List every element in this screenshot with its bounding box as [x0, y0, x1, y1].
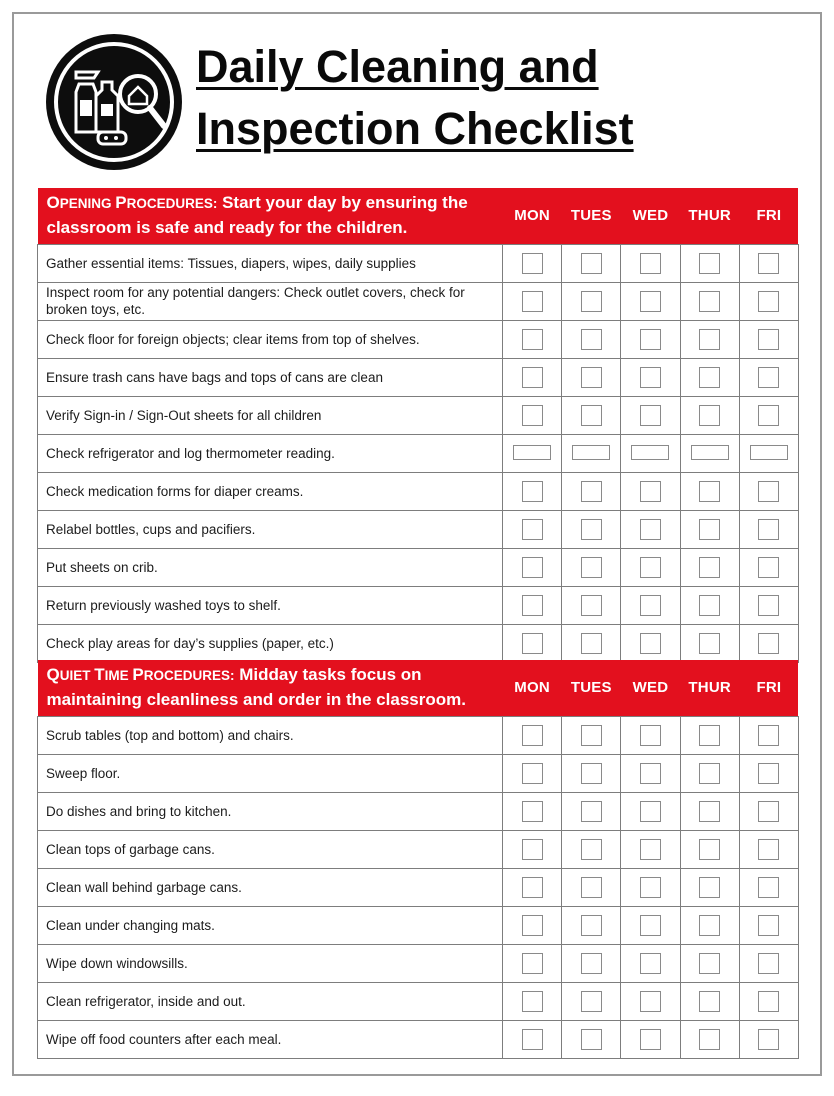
task-checkbox-wed[interactable]: [640, 877, 661, 898]
check-cell-mon: [503, 906, 562, 944]
task-row: [38, 472, 799, 510]
opening-procedures-heading-part: tart your day by ensuring the classroom is safe and ready for the children.: [46, 193, 468, 238]
check-cell-mon: [503, 624, 562, 662]
check-cell-tues: [562, 434, 621, 472]
check-cell-fri: [739, 792, 798, 830]
task-label: Check refrigerator and log thermometer reading.: [38, 434, 503, 472]
check-cell-thur: [680, 982, 739, 1020]
check-cell-mon: [503, 944, 562, 982]
task-checkbox-wed[interactable]: [640, 405, 661, 426]
task-checkbox-tues[interactable]: [581, 725, 602, 746]
quiet-time-procedures-table: [37, 660, 799, 1059]
check-cell-thur: [680, 358, 739, 396]
task-checkbox-fri[interactable]: [758, 839, 779, 860]
check-cell-thur: [680, 830, 739, 868]
opening-procedures-day-header-fri: FRI: [739, 188, 798, 244]
check-cell-wed: [621, 358, 680, 396]
check-cell-tues: [562, 754, 621, 792]
task-checkbox-thur[interactable]: [699, 953, 720, 974]
check-cell-thur: [680, 320, 739, 358]
task-label: Do dishes and bring to kitchen.: [38, 792, 503, 830]
task-checkbox-thur[interactable]: [699, 915, 720, 936]
task-label: Return previously washed toys to shelf.: [38, 586, 503, 624]
check-cell-fri: [739, 624, 798, 662]
task-label: Verify Sign-in / Sign-Out sheets for all children: [38, 396, 503, 434]
task-checkbox-thur[interactable]: [699, 991, 720, 1012]
check-cell-wed: [621, 1020, 680, 1058]
task-checkbox-mon[interactable]: [522, 725, 543, 746]
task-checkbox-thur[interactable]: [699, 481, 720, 502]
check-cell-fri: [739, 548, 798, 586]
task-checkbox-mon[interactable]: [522, 595, 543, 616]
task-checkbox-mon[interactable]: [522, 329, 543, 350]
opening-procedures-day-header-mon: MON: [503, 188, 562, 244]
task-checkbox-fri[interactable]: [758, 481, 779, 502]
thermometer-reading-box[interactable]: [750, 445, 788, 460]
task-checkbox-wed[interactable]: [640, 329, 661, 350]
opening-procedures-heading-part: P: [115, 193, 127, 213]
opening-procedures-table: [37, 188, 799, 663]
thermometer-reading-box[interactable]: [572, 445, 610, 460]
task-row: [38, 868, 799, 906]
task-checkbox-thur[interactable]: [699, 519, 720, 540]
task-checkbox-thur[interactable]: [699, 633, 720, 654]
task-checkbox-tues[interactable]: [581, 839, 602, 860]
task-checkbox-wed[interactable]: [640, 481, 661, 502]
check-cell-fri: [739, 982, 798, 1020]
task-checkbox-fri[interactable]: [758, 1029, 779, 1050]
task-checkbox-thur[interactable]: [699, 367, 720, 388]
check-cell-wed: [621, 472, 680, 510]
check-cell-tues: [562, 868, 621, 906]
check-cell-wed: [621, 282, 680, 320]
check-cell-tues: [562, 830, 621, 868]
task-checkbox-wed[interactable]: [640, 633, 661, 654]
check-cell-tues: [562, 244, 621, 282]
thermometer-reading-box[interactable]: [631, 445, 669, 460]
task-checkbox-tues[interactable]: [581, 291, 602, 312]
task-checkbox-tues[interactable]: [581, 329, 602, 350]
quiet-time-procedures-section-heading: [38, 660, 503, 716]
task-checkbox-thur[interactable]: [699, 801, 720, 822]
check-cell-mon: [503, 754, 562, 792]
task-checkbox-fri[interactable]: [758, 877, 779, 898]
quiet-time-procedures-heading-part: T: [94, 665, 105, 685]
check-cell-wed: [621, 434, 680, 472]
task-checkbox-thur[interactable]: [699, 595, 720, 616]
task-row: [38, 244, 799, 282]
task-checkbox-mon[interactable]: [522, 291, 543, 312]
task-checkbox-wed[interactable]: [640, 367, 661, 388]
task-checkbox-fri[interactable]: [758, 367, 779, 388]
task-checkbox-thur[interactable]: [699, 877, 720, 898]
task-checkbox-tues[interactable]: [581, 595, 602, 616]
task-checkbox-mon[interactable]: [522, 1029, 543, 1050]
task-checkbox-tues[interactable]: [581, 915, 602, 936]
check-cell-tues: [562, 1020, 621, 1058]
check-cell-tues: [562, 716, 621, 754]
check-cell-fri: [739, 434, 798, 472]
task-checkbox-thur[interactable]: [699, 839, 720, 860]
task-row: [38, 586, 799, 624]
check-cell-mon: [503, 358, 562, 396]
check-cell-tues: [562, 320, 621, 358]
quiet-time-procedures-heading-part: IME: [104, 668, 133, 684]
task-row: [38, 396, 799, 434]
check-cell-mon: [503, 792, 562, 830]
task-row: [38, 1020, 799, 1058]
task-row: [38, 548, 799, 586]
check-cell-mon: [503, 830, 562, 868]
check-cell-tues: [562, 624, 621, 662]
task-checkbox-mon[interactable]: [522, 953, 543, 974]
check-cell-fri: [739, 510, 798, 548]
opening-procedures-heading-part: O: [46, 193, 60, 213]
task-checkbox-mon[interactable]: [522, 763, 543, 784]
check-cell-fri: [739, 754, 798, 792]
check-cell-mon: [503, 548, 562, 586]
task-checkbox-fri[interactable]: [758, 801, 779, 822]
task-label: Clean tops of garbage cans.: [38, 830, 503, 868]
task-row: [38, 320, 799, 358]
opening-procedures-heading-part: ROCEDURES:: [126, 196, 218, 212]
task-label: Clean wall behind garbage cans.: [38, 868, 503, 906]
task-checkbox-fri[interactable]: [758, 725, 779, 746]
opening-procedures-section-heading: [38, 188, 503, 244]
task-row: [38, 906, 799, 944]
task-checkbox-wed[interactable]: [640, 291, 661, 312]
cleaning-supplies-icon: [46, 34, 182, 170]
check-cell-wed: [621, 906, 680, 944]
check-cell-tues: [562, 472, 621, 510]
task-row: [38, 830, 799, 868]
check-cell-wed: [621, 792, 680, 830]
task-checkbox-thur[interactable]: [699, 253, 720, 274]
task-checkbox-fri[interactable]: [758, 915, 779, 936]
check-cell-thur: [680, 282, 739, 320]
task-checkbox-thur[interactable]: [699, 405, 720, 426]
task-checkbox-wed[interactable]: [640, 953, 661, 974]
quiet-time-procedures-day-header-wed: WED: [621, 660, 680, 716]
title-line-2: Inspection Checklist: [196, 103, 634, 154]
task-checkbox-fri[interactable]: [758, 519, 779, 540]
task-label: Wipe off food counters after each meal.: [38, 1020, 503, 1058]
check-cell-thur: [680, 716, 739, 754]
quiet-time-procedures-heading-part: ROCEDURES:: [143, 668, 235, 684]
task-checkbox-fri[interactable]: [758, 253, 779, 274]
check-cell-thur: [680, 1020, 739, 1058]
task-checkbox-mon[interactable]: [522, 519, 543, 540]
task-label: Clean refrigerator, inside and out.: [38, 982, 503, 1020]
check-cell-fri: [739, 586, 798, 624]
task-row: [38, 358, 799, 396]
task-checkbox-wed[interactable]: [640, 801, 661, 822]
task-checkbox-wed[interactable]: [640, 557, 661, 578]
check-cell-thur: [680, 868, 739, 906]
task-row: [38, 716, 799, 754]
check-cell-fri: [739, 1020, 798, 1058]
check-cell-mon: [503, 282, 562, 320]
task-checkbox-mon[interactable]: [522, 405, 543, 426]
check-cell-fri: [739, 472, 798, 510]
opening-procedures-day-header-thur: THUR: [680, 188, 739, 244]
quiet-time-procedures-heading-part: Q: [46, 665, 60, 685]
check-cell-thur: [680, 754, 739, 792]
task-checkbox-tues[interactable]: [581, 953, 602, 974]
task-checkbox-tues[interactable]: [581, 557, 602, 578]
check-cell-wed: [621, 982, 680, 1020]
task-checkbox-fri[interactable]: [758, 953, 779, 974]
title-line-1: Daily Cleaning and: [196, 41, 599, 92]
task-checkbox-wed[interactable]: [640, 253, 661, 274]
task-checkbox-thur[interactable]: [699, 329, 720, 350]
check-cell-fri: [739, 358, 798, 396]
task-label: Inspect room for any potential dangers: Check outlet covers, check for broken toys, etc.: [38, 282, 503, 320]
check-cell-thur: [680, 944, 739, 982]
task-checkbox-fri[interactable]: [758, 329, 779, 350]
task-checkbox-fri[interactable]: [758, 595, 779, 616]
task-checkbox-fri[interactable]: [758, 405, 779, 426]
task-label: Gather essential items: Tissues, diapers, wipes, daily supplies: [38, 244, 503, 282]
check-cell-wed: [621, 548, 680, 586]
check-cell-mon: [503, 1020, 562, 1058]
task-checkbox-tues[interactable]: [581, 405, 602, 426]
task-checkbox-fri[interactable]: [758, 557, 779, 578]
quiet-time-procedures-heading-part: Midday tasks focus on maintaining cleanliness and order in the classroom.: [46, 665, 466, 710]
task-row: [38, 434, 799, 472]
thermometer-reading-box[interactable]: [513, 445, 551, 460]
quiet-time-procedures-section-header: [38, 660, 799, 716]
check-cell-thur: [680, 434, 739, 472]
task-checkbox-mon[interactable]: [522, 633, 543, 654]
task-label: Wipe down windowsills.: [38, 944, 503, 982]
check-cell-wed: [621, 754, 680, 792]
opening-procedures-section-header: [38, 188, 799, 244]
quiet-time-procedures-day-header-fri: FRI: [739, 660, 798, 716]
task-checkbox-tues[interactable]: [581, 1029, 602, 1050]
check-cell-tues: [562, 982, 621, 1020]
check-cell-tues: [562, 396, 621, 434]
check-cell-tues: [562, 282, 621, 320]
check-cell-wed: [621, 624, 680, 662]
check-cell-wed: [621, 396, 680, 434]
check-cell-wed: [621, 716, 680, 754]
check-cell-wed: [621, 586, 680, 624]
check-cell-tues: [562, 548, 621, 586]
task-checkbox-wed[interactable]: [640, 839, 661, 860]
check-cell-mon: [503, 244, 562, 282]
task-label: Check play areas for day’s supplies (paper, etc.): [38, 624, 503, 662]
task-checkbox-thur[interactable]: [699, 291, 720, 312]
task-checkbox-mon[interactable]: [522, 991, 543, 1012]
check-cell-thur: [680, 792, 739, 830]
task-checkbox-mon[interactable]: [522, 253, 543, 274]
check-cell-wed: [621, 868, 680, 906]
task-checkbox-wed[interactable]: [640, 915, 661, 936]
check-cell-wed: [621, 244, 680, 282]
check-cell-tues: [562, 792, 621, 830]
task-checkbox-thur[interactable]: [699, 725, 720, 746]
check-cell-wed: [621, 944, 680, 982]
task-checkbox-fri[interactable]: [758, 633, 779, 654]
task-row: [38, 624, 799, 662]
task-checkbox-wed[interactable]: [640, 763, 661, 784]
check-cell-fri: [739, 944, 798, 982]
check-cell-fri: [739, 244, 798, 282]
check-cell-mon: [503, 396, 562, 434]
task-checkbox-tues[interactable]: [581, 877, 602, 898]
check-cell-wed: [621, 510, 680, 548]
thermometer-reading-box[interactable]: [691, 445, 729, 460]
task-label: Scrub tables (top and bottom) and chairs.: [38, 716, 503, 754]
opening-procedures-day-header-tues: TUES: [562, 188, 621, 244]
task-row: [38, 944, 799, 982]
quiet-time-procedures-day-header-thur: THUR: [680, 660, 739, 716]
check-cell-wed: [621, 320, 680, 358]
page-title: [196, 36, 796, 160]
task-label: Put sheets on crib.: [38, 548, 503, 586]
task-checkbox-thur[interactable]: [699, 1029, 720, 1050]
check-cell-thur: [680, 244, 739, 282]
task-row: [38, 792, 799, 830]
check-cell-fri: [739, 282, 798, 320]
quiet-time-procedures-heading-part: UIET: [59, 668, 95, 684]
check-cell-tues: [562, 510, 621, 548]
check-cell-tues: [562, 944, 621, 982]
task-checkbox-mon[interactable]: [522, 915, 543, 936]
task-checkbox-tues[interactable]: [581, 633, 602, 654]
check-cell-thur: [680, 624, 739, 662]
check-cell-thur: [680, 586, 739, 624]
task-checkbox-wed[interactable]: [640, 1029, 661, 1050]
task-checkbox-tues[interactable]: [581, 519, 602, 540]
check-cell-fri: [739, 320, 798, 358]
quiet-time-procedures-heading-part: P: [132, 665, 144, 685]
task-checkbox-mon[interactable]: [522, 801, 543, 822]
task-label: Ensure trash cans have bags and tops of cans are clean: [38, 358, 503, 396]
task-row: [38, 982, 799, 1020]
task-checkbox-fri[interactable]: [758, 763, 779, 784]
task-checkbox-wed[interactable]: [640, 595, 661, 616]
check-cell-thur: [680, 510, 739, 548]
check-cell-mon: [503, 586, 562, 624]
quiet-time-procedures-day-header-mon: MON: [503, 660, 562, 716]
check-cell-tues: [562, 358, 621, 396]
task-checkbox-wed[interactable]: [640, 725, 661, 746]
check-cell-tues: [562, 586, 621, 624]
task-label: Sweep floor.: [38, 754, 503, 792]
check-cell-mon: [503, 868, 562, 906]
check-cell-mon: [503, 510, 562, 548]
check-cell-mon: [503, 434, 562, 472]
check-cell-fri: [739, 716, 798, 754]
task-checkbox-tues[interactable]: [581, 481, 602, 502]
check-cell-thur: [680, 906, 739, 944]
task-checkbox-mon[interactable]: [522, 839, 543, 860]
task-checkbox-tues[interactable]: [581, 991, 602, 1012]
check-cell-mon: [503, 320, 562, 358]
task-label: Clean under changing mats.: [38, 906, 503, 944]
check-cell-thur: [680, 472, 739, 510]
task-checkbox-mon[interactable]: [522, 481, 543, 502]
check-cell-mon: [503, 982, 562, 1020]
task-checkbox-tues[interactable]: [581, 763, 602, 784]
check-cell-thur: [680, 548, 739, 586]
task-label: Relabel bottles, cups and pacifiers.: [38, 510, 503, 548]
task-row: [38, 282, 799, 320]
check-cell-mon: [503, 472, 562, 510]
task-checkbox-mon[interactable]: [522, 367, 543, 388]
quiet-time-procedures-day-header-tues: TUES: [562, 660, 621, 716]
opening-procedures-heading-part: PENING: [59, 196, 116, 212]
task-checkbox-thur[interactable]: [699, 557, 720, 578]
task-checkbox-fri[interactable]: [758, 991, 779, 1012]
check-cell-fri: [739, 830, 798, 868]
check-cell-thur: [680, 396, 739, 434]
task-checkbox-wed[interactable]: [640, 991, 661, 1012]
opening-procedures-heading-part: S: [217, 193, 234, 213]
task-checkbox-tues[interactable]: [581, 253, 602, 274]
check-cell-tues: [562, 906, 621, 944]
task-row: [38, 510, 799, 548]
task-checkbox-tues[interactable]: [581, 801, 602, 822]
task-label: Check medication forms for diaper creams.: [38, 472, 503, 510]
task-checkbox-mon[interactable]: [522, 557, 543, 578]
task-checkbox-fri[interactable]: [758, 291, 779, 312]
check-cell-fri: [739, 396, 798, 434]
opening-procedures-day-header-wed: WED: [621, 188, 680, 244]
task-checkbox-thur[interactable]: [699, 763, 720, 784]
check-cell-wed: [621, 830, 680, 868]
task-checkbox-tues[interactable]: [581, 367, 602, 388]
task-checkbox-wed[interactable]: [640, 519, 661, 540]
task-label: Check floor for foreign objects; clear items from top of shelves.: [38, 320, 503, 358]
task-checkbox-mon[interactable]: [522, 877, 543, 898]
check-cell-fri: [739, 906, 798, 944]
task-row: [38, 754, 799, 792]
check-cell-mon: [503, 716, 562, 754]
check-cell-fri: [739, 868, 798, 906]
